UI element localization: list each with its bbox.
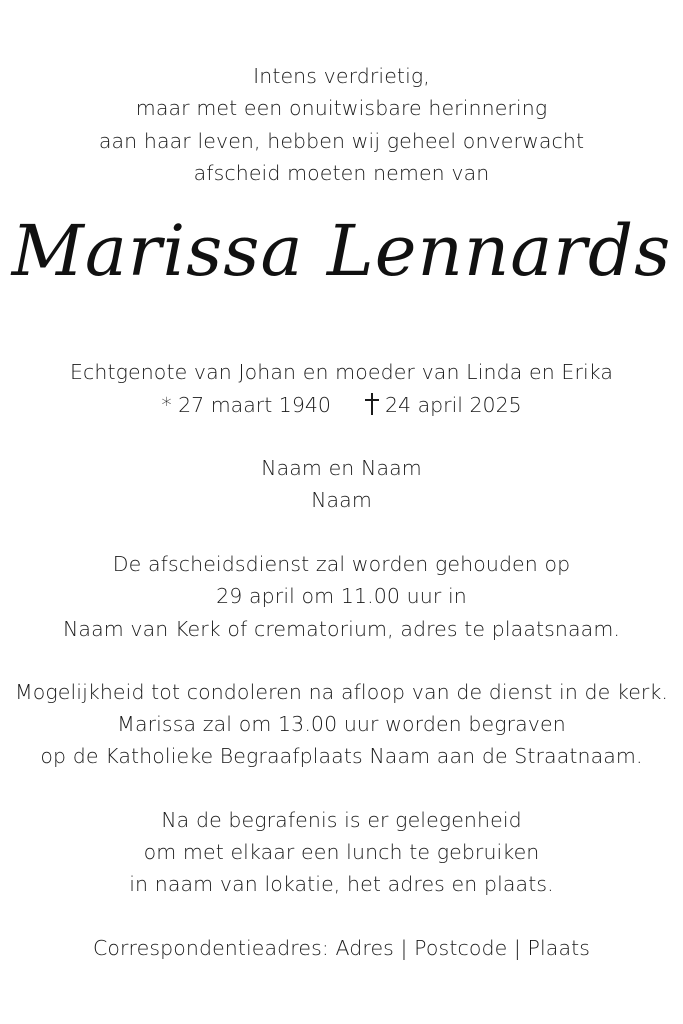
birth-date: * 27 maart 1940 [161,393,331,417]
service-line-1: De afscheidsdienst zal worden gehouden op [112,552,571,576]
family-line-2: Naam [311,488,372,512]
burial-line-2: Marissa zal om 13.00 uur worden begraven [117,712,566,736]
intro-line-2: maar met een onuitwisbare herinnering [135,96,548,120]
burial-line-3: op de Katholieke Begraafplaats Naam aan de Straatnaam. [40,744,643,768]
lunch-line-3: in naam van lokatie, het adres en plaats. [129,872,554,896]
lunch-line-2: om met elkaar een lunch te gebruiken [143,840,540,864]
dates-row [0,389,683,421]
service-line-2: 29 april om 11.00 uur in [216,584,467,608]
relation-line: Echtgenote van Johan en moeder van Linda en Erika [69,360,614,384]
cross-icon [365,393,379,415]
intro-line-1: Intens verdrietig, [253,64,430,88]
intro-line-3: aan haar leven, hebben wij geheel onverwacht [98,129,585,153]
deceased-name: Marissa Lennards [11,210,672,292]
correspondence-address: Correspondentieadres: Adres | Postcode | Plaats [92,936,591,960]
service-line-3: Naam van Kerk of crematorium, adres te plaatsnaam. [62,617,621,641]
intro-line-4: afscheid moeten nemen van [193,161,490,185]
family-line-1: Naam en Naam [261,456,422,480]
burial-line-1: Mogelijkheid tot condoleren na afloop van de dienst in de kerk. [14,680,669,704]
lunch-line-1: Na de begrafenis is er gelegenheid [161,808,522,832]
death-date: 24 april 2025 [384,393,522,417]
